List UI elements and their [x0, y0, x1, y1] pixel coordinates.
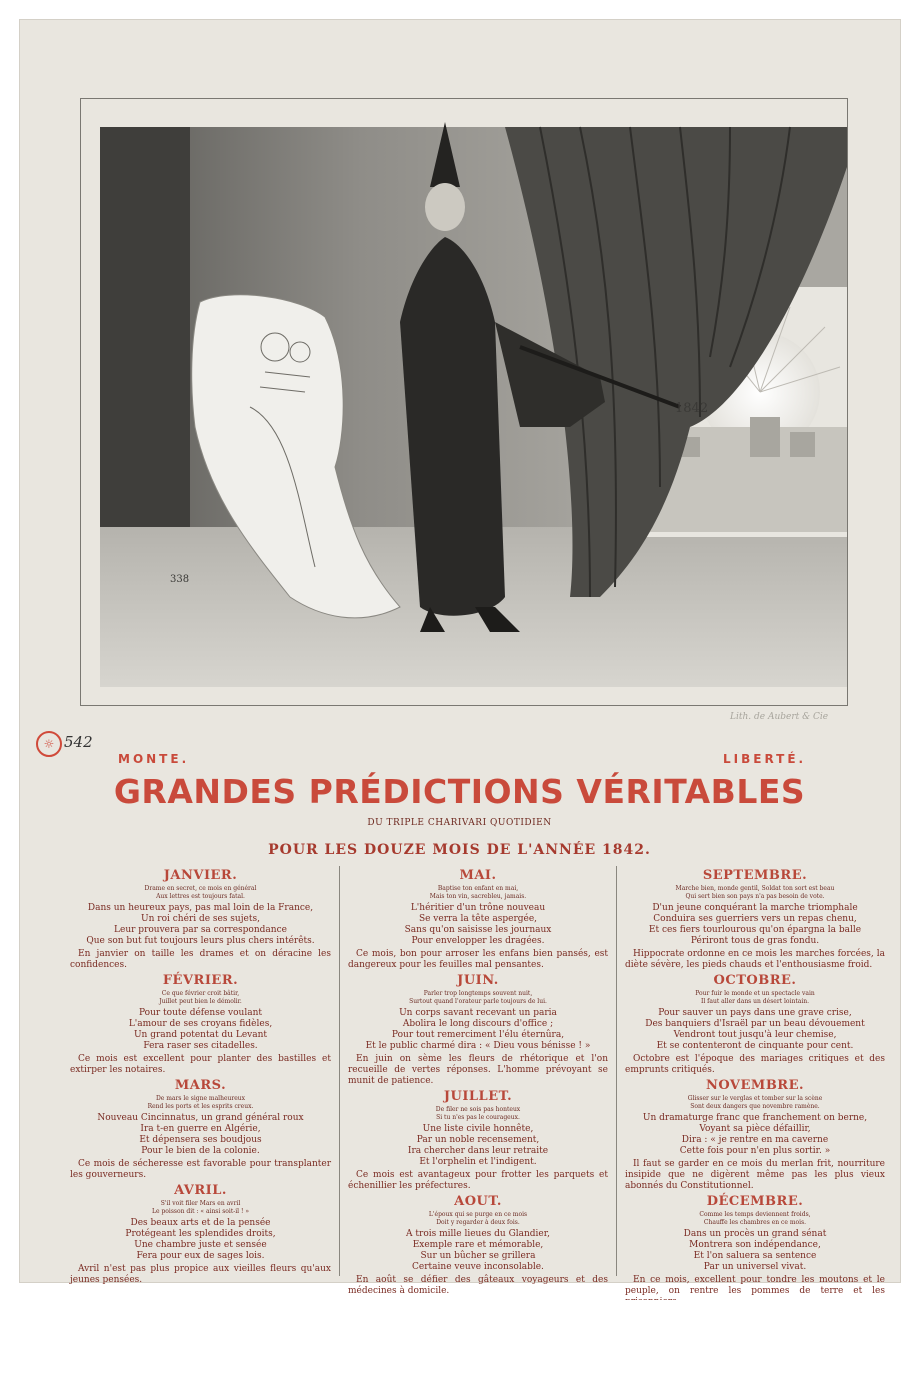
month-heading: JANVIER. — [163, 868, 238, 883]
verse — [70, 1113, 331, 1157]
verse-line: Certaine veuve inconsolable. — [412, 1262, 544, 1272]
verse-line: Dans un heureux pays, pas mal loin de la France, — [87, 903, 314, 913]
verse-line: Dans un procès un grand sénat — [683, 1229, 827, 1239]
epigraph-line: Pour fuir le monde et un spectacle vain — [695, 990, 815, 997]
verse — [625, 1008, 885, 1052]
verse-line: Et dépensera ses boudjous — [139, 1135, 262, 1145]
month-section — [625, 973, 885, 1076]
month-section — [625, 1078, 885, 1192]
epigraph-line: Surtout quand l'orateur parle toujours de lui. — [409, 998, 547, 1005]
month-heading: JUILLET. — [443, 1089, 513, 1104]
epigraph-line: Comme les temps deviennent froids, — [699, 1211, 811, 1218]
verse-line: Un roi chéri de ses sujets, — [141, 914, 260, 924]
verse-line: Des beaux arts et de la pensée — [130, 1218, 271, 1228]
verse-line: Une liste civile honnête, — [422, 1124, 534, 1134]
verse — [348, 903, 608, 947]
month-heading: NOVEMBRE. — [705, 1078, 805, 1093]
epigraph-line: De filer ne sois pas honteux — [435, 1106, 521, 1113]
column-2 — [339, 866, 616, 1296]
month-heading: DÉCEMBRE. — [706, 1194, 804, 1209]
verse-line: A trois mille lieues du Glandier, — [406, 1229, 550, 1239]
verse-line: Un grand potentat du Levant — [133, 1030, 268, 1040]
subtitle-year: POUR LES DOUZE MOIS DE L'ANNÉE 1842. — [268, 842, 651, 858]
verse-line: Voyant sa pièce défaillir, — [699, 1124, 811, 1134]
epigraph-line: Qui sert bien son pays n'a pas besoin de vote. — [685, 893, 825, 900]
masthead-left: MONTE. — [118, 752, 190, 766]
prose-prediction: Avril n'est pas plus propice aux vieilles fleurs qu'aux jeunes pensées. — [70, 1264, 331, 1285]
month-section — [70, 1183, 331, 1286]
column-1 — [62, 866, 339, 1285]
epigraph-line: Ce que février croit bâtir, — [161, 990, 240, 997]
verse-line: Pour toute défense voulant — [138, 1008, 262, 1018]
month-heading: SEPTEMBRE. — [702, 868, 808, 883]
epigraph-line: Il faut aller dans un désert lointain. — [700, 998, 810, 1005]
verse — [625, 903, 885, 947]
verse — [625, 1113, 885, 1157]
month-heading: OCTOBRE. — [713, 973, 797, 988]
verse-line: Vendront tout jusqu'à leur chemise, — [673, 1030, 837, 1040]
prose-prediction: En janvier on taille les drames et on déracine les confidences. — [70, 949, 331, 970]
month-section — [70, 973, 331, 1076]
month-section — [348, 1194, 608, 1297]
verse-line: Et ces fiers tourlourous qu'on épargna la balle — [648, 925, 862, 935]
month-heading: MARS. — [174, 1078, 227, 1093]
verse-line: Dira : « je rentre en ma caverne — [681, 1135, 829, 1145]
month-section — [625, 868, 885, 971]
verse-line: Par un universel vivat. — [703, 1262, 807, 1272]
verse-line: Cette fois pour n'en plus sortir. » — [679, 1146, 831, 1156]
verse-line: Nouveau Cincinnatus, un grand général roux — [97, 1113, 304, 1123]
month-section — [348, 1089, 608, 1192]
verse-line: Conduira ses guerriers vers un repas chenu, — [653, 914, 857, 924]
predictions-columns — [62, 866, 894, 1296]
month-heading: MAI. — [459, 868, 497, 883]
epigraph-line: S'il voit filer Mars en avril — [160, 1200, 241, 1207]
verse-line: Des banquiers d'Israël par un beau dévouement — [645, 1019, 865, 1029]
prose-prediction: Octobre est l'époque des mariages critiques et des emprunts critiqués. — [625, 1054, 885, 1075]
month-section — [625, 1194, 885, 1308]
verse — [348, 1124, 608, 1168]
epigraph-line: Rend les ports et les esprits creux. — [147, 1103, 254, 1110]
verse-line: D'un jeune conquérant la marche triomphale — [652, 903, 858, 913]
epigraph-line: Mais ton vin, sacrebleu, jamais. — [429, 893, 527, 900]
verse-line: Protégeant les splendides droits, — [125, 1229, 276, 1239]
epigraph-line: De mars le signe malheureux — [155, 1095, 246, 1102]
month-section — [348, 868, 608, 971]
epigraph-line: Baptise ton enfant en mai, — [437, 885, 519, 892]
verse-line: Pour sauver un pays dans une grave crise, — [658, 1008, 852, 1018]
verse-line: L'amour de ses croyans fidèles, — [128, 1019, 273, 1029]
lithograph-drawing — [100, 127, 847, 687]
verse-line: Par un noble recensement, — [416, 1135, 540, 1145]
plate-number: 338 — [170, 574, 190, 585]
month-heading: JUIN. — [457, 973, 499, 988]
epigraph-line: Doit y regarder à deux fois. — [436, 1219, 520, 1226]
verse — [625, 1229, 885, 1273]
verse-line: Et l'on saluera sa sentence — [693, 1251, 817, 1261]
collection-stamp: ☼ — [36, 731, 62, 757]
verse — [70, 1218, 331, 1262]
column-3 — [616, 866, 893, 1296]
prose-prediction: Il faut se garder en ce mois du merlan frit, nourriture insipide que ne digèrent même pas les plus vieux abonnés du Constitutionnel. — [625, 1159, 885, 1191]
verse-line: Et l'orphelin et l'indigent. — [419, 1157, 537, 1167]
prose-prediction: Ce mois est excellent pour planter des bastilles et extirper les notaires. — [70, 1054, 331, 1075]
verse-line: Pour envelopper les dragées. — [411, 936, 545, 946]
verse-line: Une chambre juste et sensée — [134, 1240, 267, 1250]
plate-year: 1842 — [675, 401, 709, 416]
epigraph-line: Parler trop longtemps souvent nuit, — [423, 990, 533, 997]
epigraph-line: Drame en secret, ce mois en général — [144, 885, 257, 892]
verse-line: Sur un bûcher se grillera — [420, 1251, 536, 1261]
verse-line: Et le public charmé dira : « Dieu vous bénisse ! » — [365, 1041, 591, 1051]
verse — [348, 1008, 608, 1052]
prose-prediction: En ce mois, excellent pour tondre les moutons et le peuple, on rentre les pommes de terre et les — [625, 1275, 885, 1296]
month-section — [348, 973, 608, 1087]
epigraph-line: Chauffe les chambres en ce mois. — [703, 1219, 807, 1226]
prose-prediction: Ce mois, bon pour arroser les enfans bien pansés, est dangereux pour les feuilles mal pensantes. — [348, 949, 608, 970]
verse-line: Montrera son indépendance, — [689, 1240, 821, 1250]
month-heading: AOUT. — [454, 1194, 502, 1209]
verse-line: L'héritier d'un trône nouveau — [410, 903, 546, 913]
month-section — [70, 868, 331, 971]
verse-line: Périront tous de gras fondu. — [690, 936, 820, 946]
verse-line: Fera raser ses citadelles. — [143, 1041, 258, 1051]
epigraph-line: L'époux qui se purge en ce mois — [428, 1211, 528, 1218]
verse — [70, 1008, 331, 1052]
prose-prediction: En juin on sème les fleurs de rhétorique et l'on recueille de vertes réponses. L'homme prévoyant se munit de patience. — [348, 1054, 608, 1086]
verse — [70, 903, 331, 947]
epigraph-line: Marche bien, monde gentil, Soldat ton sort est beau — [675, 885, 835, 892]
epigraph-line: Aux lettres est toujours fatal. — [156, 893, 245, 900]
epigraph-line: Le poisson dit : « ainsi soit-il ! » — [152, 1208, 249, 1215]
verse-line: Ira t-en guerre en Algérie, — [140, 1124, 261, 1134]
masthead-right: LIBERTÉ. — [723, 752, 807, 766]
verse-line: Sans qu'on saisisse les journaux — [404, 925, 552, 935]
prose-prediction: Ce mois est avantageux pour frotter les parquets et échenillier les préfectures. — [348, 1170, 608, 1191]
verse — [348, 1229, 608, 1273]
epigraph-line: Juillet peut bien le démolir. — [159, 998, 242, 1005]
epigraph-line: Si tu n'es pas le courageux. — [436, 1114, 520, 1121]
verse-line: Pour le bien de la colonie. — [141, 1146, 260, 1156]
verse-line: Ira chercher dans leur retraite — [407, 1146, 549, 1156]
prose-prediction: Hippocrate ordonne en ce mois les marches forcées, la diète sévère, les pieds chauds et l'enthousiasme froid. — [625, 949, 885, 970]
page-title: GRANDES PRÉDICTIONS VÉRITABLES — [113, 772, 806, 811]
verse-line: Se verra la tête aspergée, — [418, 914, 538, 924]
verse-line: Exemple rare et mémorable, — [412, 1240, 544, 1250]
verse-line: Que son but fut toujours leurs plus chers intérêts. — [86, 936, 315, 946]
month-section — [70, 1078, 331, 1181]
verse-line: Leur prouvera par sa correspondance — [114, 925, 287, 935]
verse-line: Pour tout remerciment l'élu éternûra, — [391, 1030, 565, 1040]
verse-line: Un dramaturge franc que franchement on berne, — [642, 1113, 868, 1123]
subtitle: DU TRIPLE CHARIVARI QUOTIDIEN — [367, 818, 552, 828]
inventory-number: 542 — [64, 733, 93, 751]
verse-line: Abolira le long discours d'office ; — [402, 1019, 554, 1029]
prose-prediction: En août se défier des gâteaux voyageurs et des médecines à domicile. — [348, 1275, 608, 1296]
prose-prediction: Ce mois de sécheresse est favorable pour transplanter les gouverneurs. — [70, 1159, 331, 1180]
epigraph-line: Sont deux dangers que novembre ramène. — [690, 1103, 820, 1110]
epigraph-line: Glisser sur le verglas et tomber sur la scène — [687, 1095, 823, 1102]
verse-line: Et se contenteront de cinquante pour cent. — [656, 1041, 854, 1051]
printer-signature: Lith. de Aubert & Cie — [730, 712, 829, 722]
footer-margin — [0, 1300, 919, 1390]
verse-line: Fera pour eux de sages lois. — [136, 1251, 265, 1261]
verse-line: Un corps savant recevant un paria — [399, 1008, 557, 1018]
month-heading: AVRIL. — [174, 1183, 227, 1198]
lithograph-illustration — [100, 127, 847, 687]
month-heading: FÉVRIER. — [162, 973, 239, 988]
